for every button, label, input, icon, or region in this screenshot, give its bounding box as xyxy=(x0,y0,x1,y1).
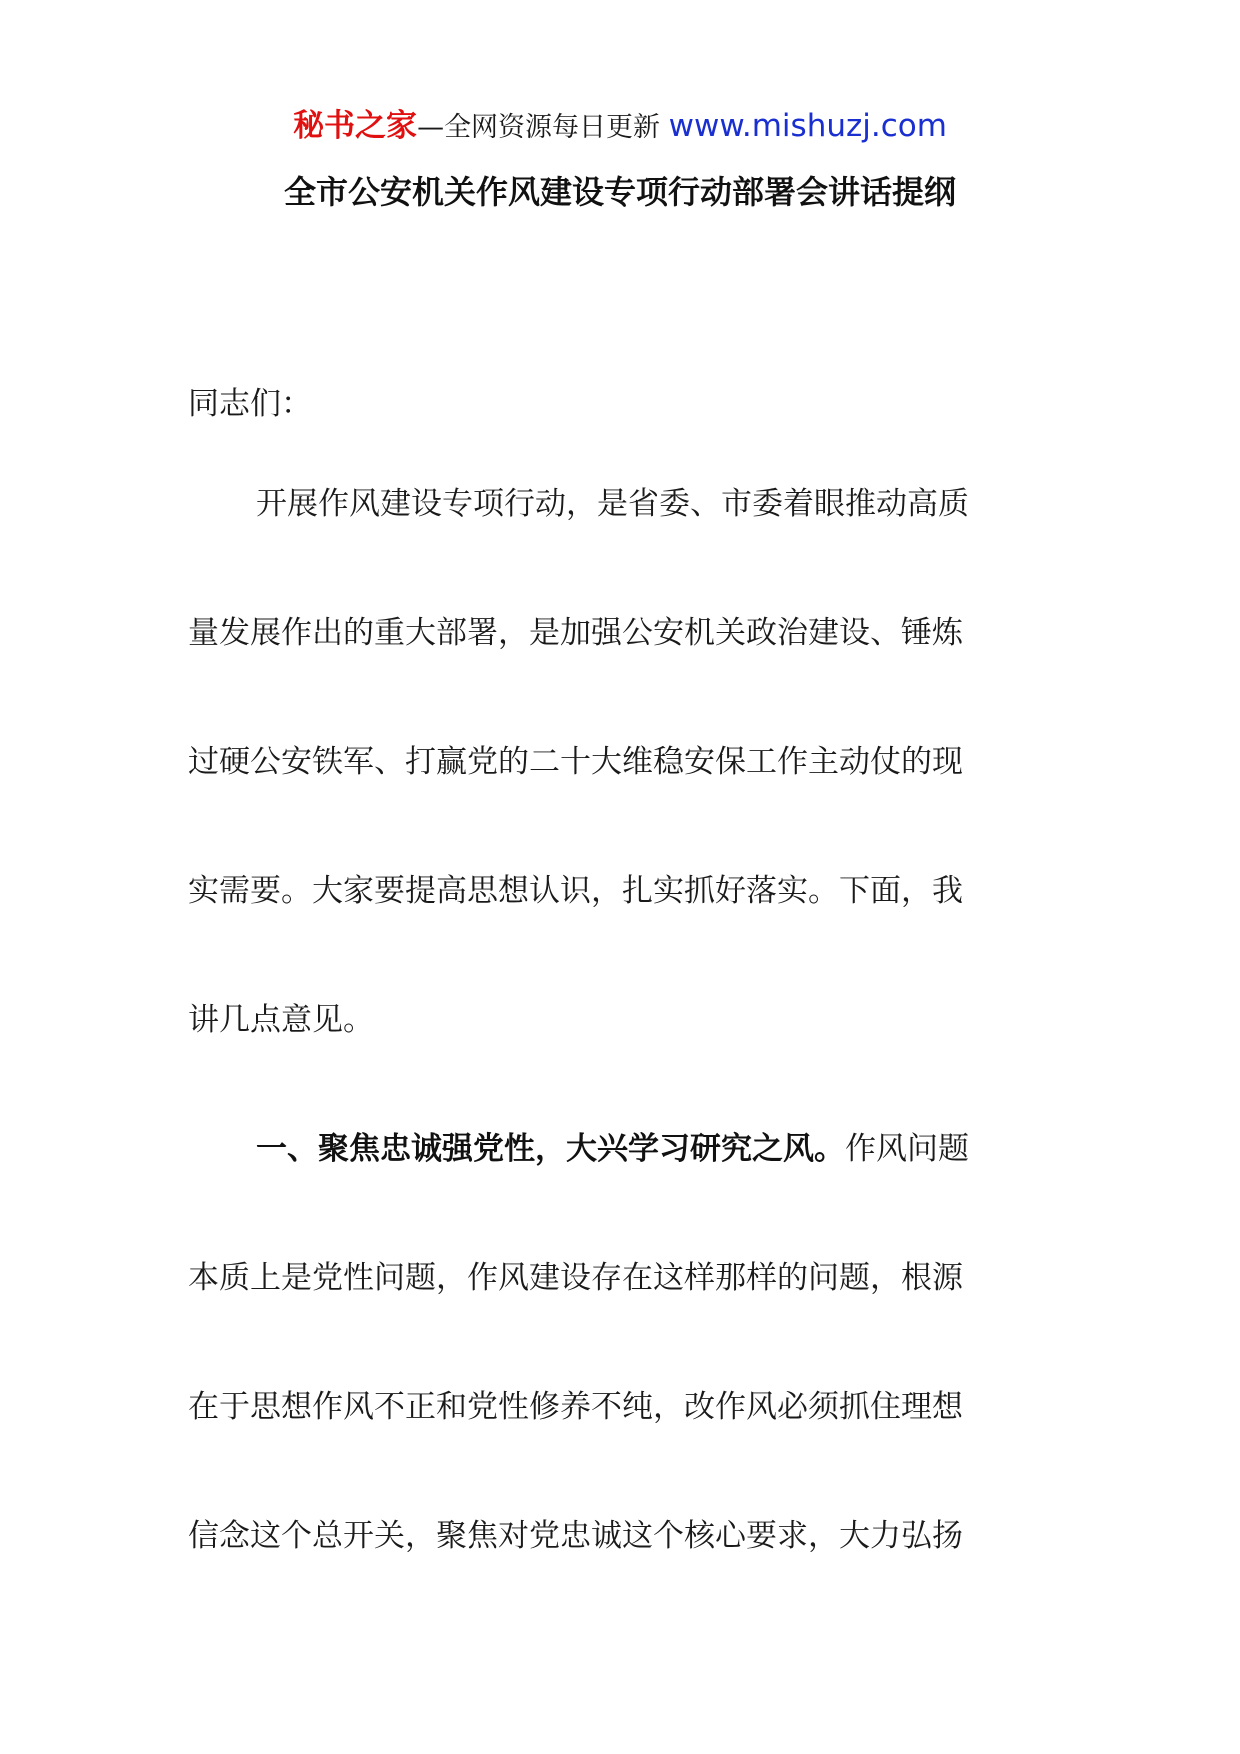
site-tagline: —全网资源每日更新 xyxy=(417,112,669,143)
paragraph-line: 过硬公安铁军、打赢党的二十大维稳安保工作主动仗的现 xyxy=(188,744,963,780)
paragraph-line: 本质上是党性问题，作风建设存在这样那样的问题，根源 xyxy=(188,1260,963,1296)
site-brand: 秘书之家 xyxy=(293,108,418,144)
section-one-first-line xyxy=(188,1127,1056,1256)
paragraph-line: 信念这个总开关，聚焦对党忠诚这个核心要求，大力弘扬 xyxy=(188,1518,963,1554)
paragraph-line: 开展作风建设专项行动，是省委、市委着眼推动高质 xyxy=(256,486,969,522)
salutation: 同志们： xyxy=(188,386,312,422)
paragraph-intro xyxy=(188,482,1056,1127)
paragraph-line: 在于思想作风不正和党性修养不纯，改作风必须抓住理想 xyxy=(188,1389,963,1425)
paragraph-line: 讲几点意见。 xyxy=(188,1002,374,1038)
paragraph-line: 实需要。大家要提高思想认识，扎实抓好落实。下面，我 xyxy=(188,873,963,909)
paragraph-line: 量发展作出的重大部署，是加强公安机关政治建设、锤炼 xyxy=(188,615,963,651)
site-url-link[interactable]: www.mishuzj.com xyxy=(668,108,947,144)
document-title: 全市公安机关作风建设专项行动部署会讲话提纲 xyxy=(283,173,956,211)
section-heading: 一、聚焦忠诚强党性，大兴学习研究之风。 xyxy=(256,1131,845,1167)
site-header xyxy=(0,104,1240,150)
paragraph-section-one xyxy=(188,1127,1056,1643)
section-lead-text: 作风问题 xyxy=(845,1131,969,1167)
